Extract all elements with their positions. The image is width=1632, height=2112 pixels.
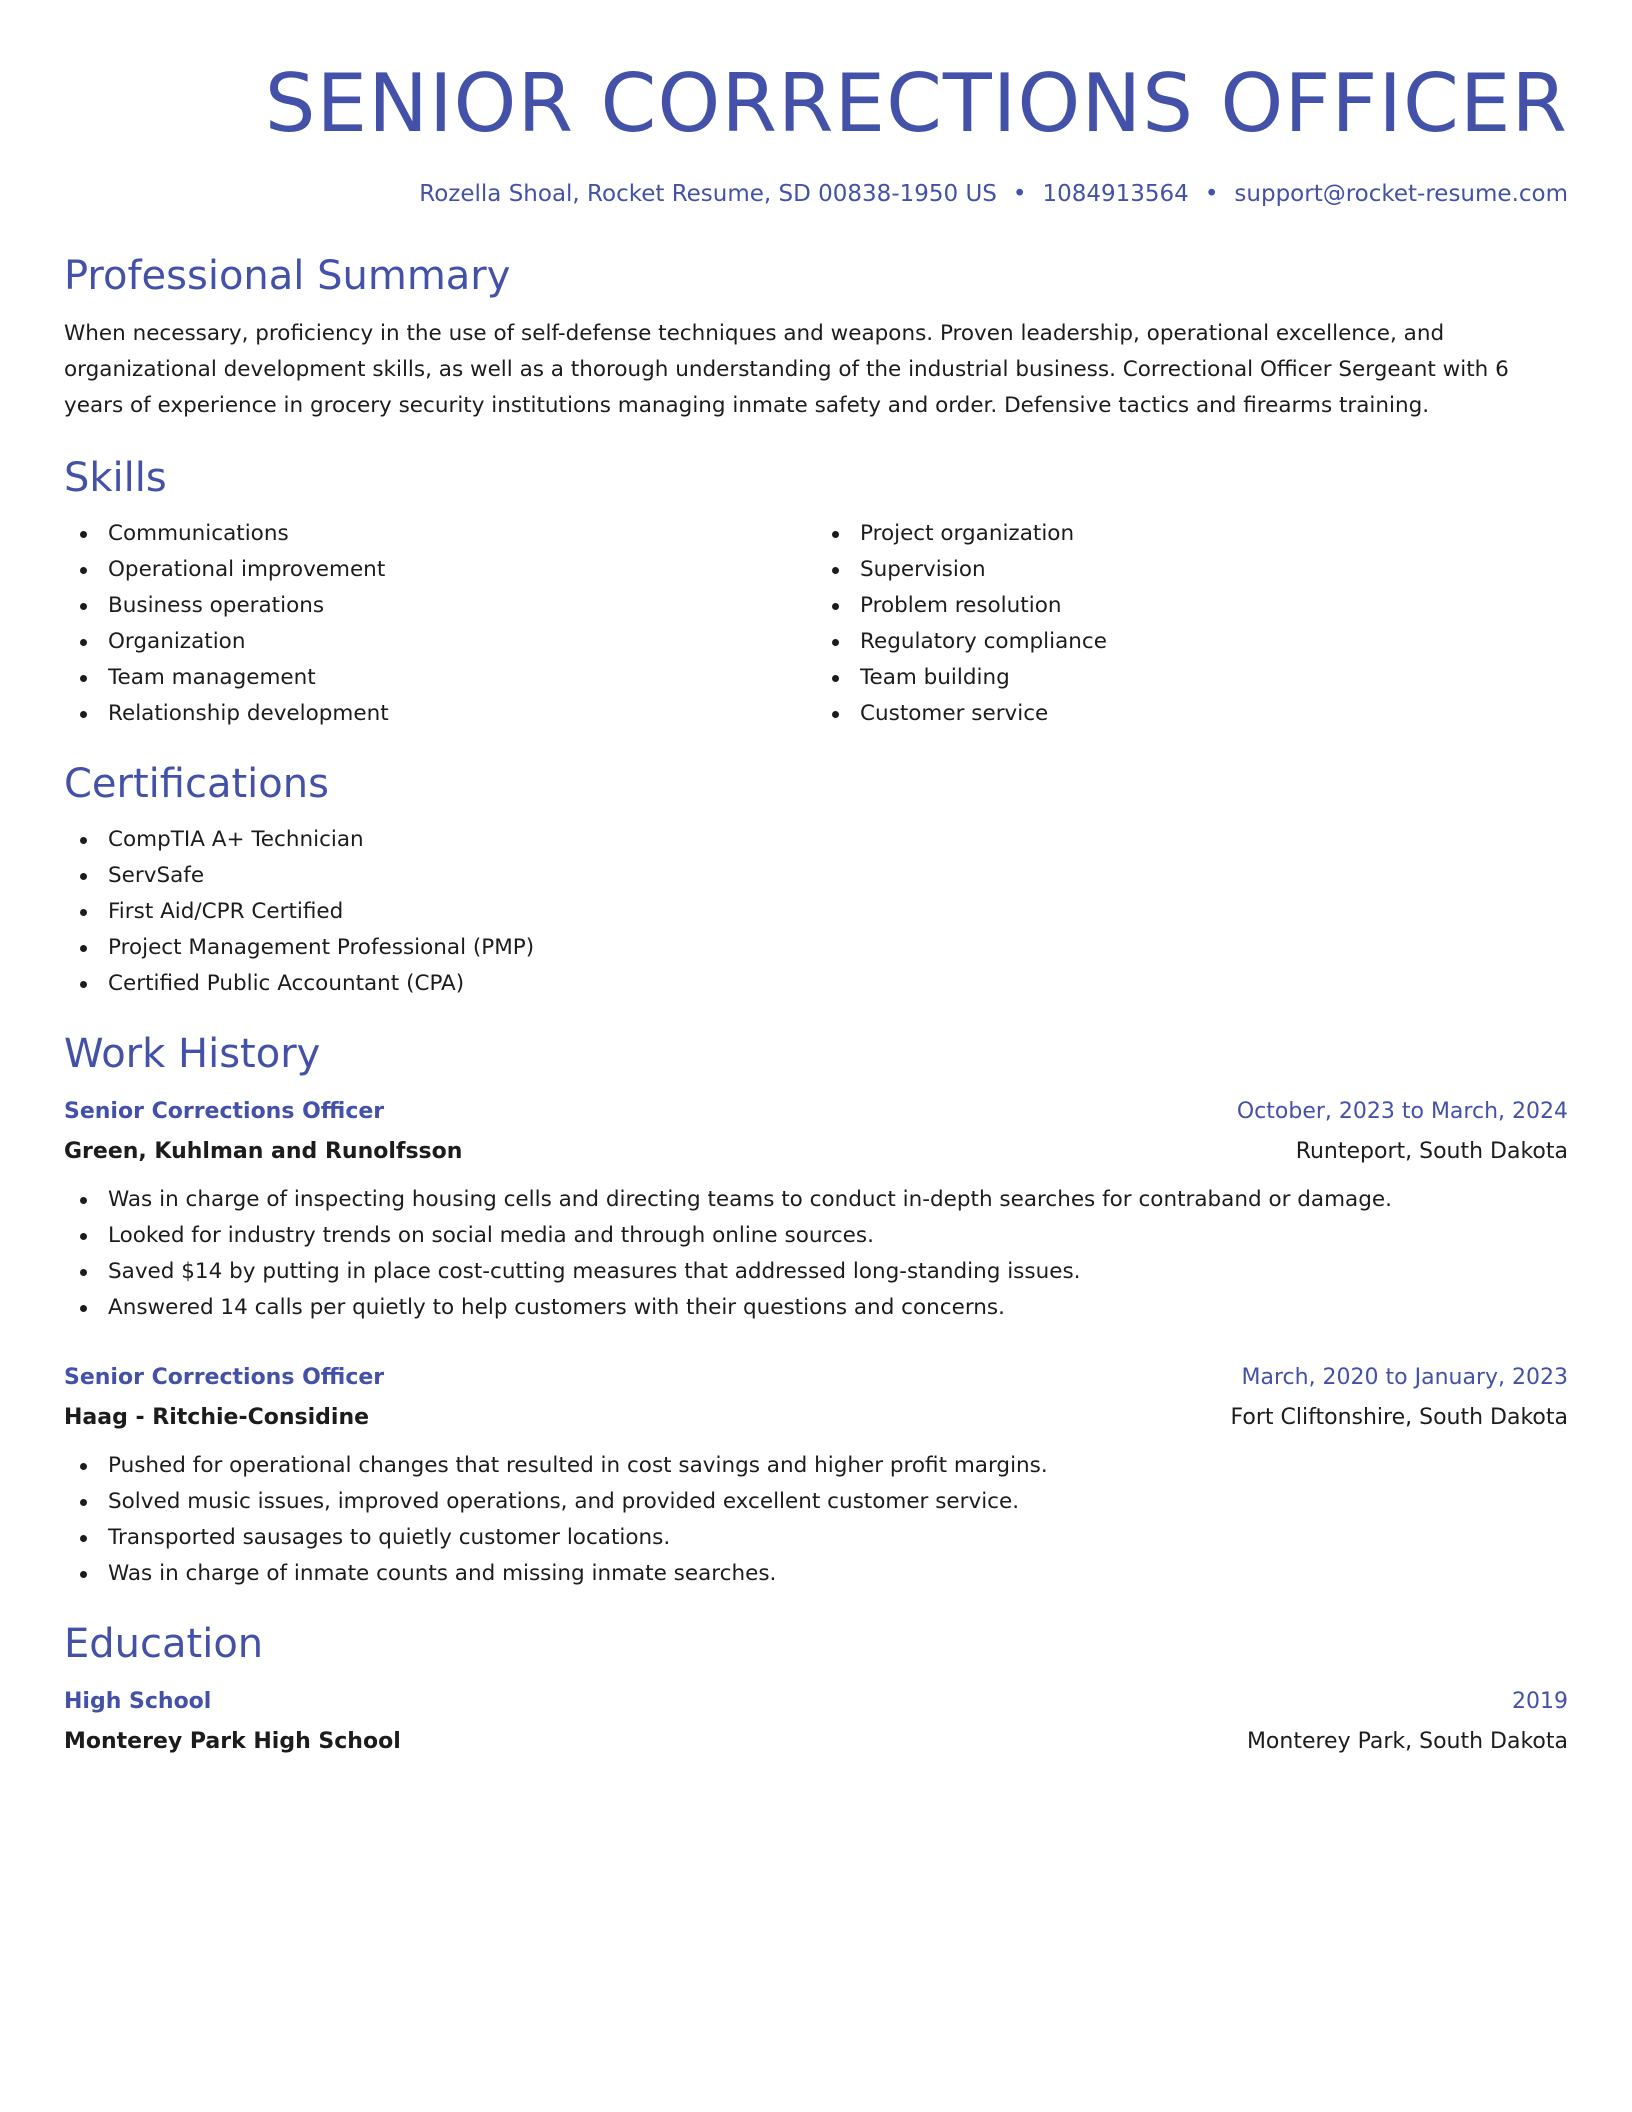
contact-separator: • [1204, 181, 1219, 207]
contact-email[interactable]: support@rocket-resume.com [1234, 181, 1568, 207]
job-entry [64, 1094, 1568, 1326]
contact-address: Rozella Shoal, Rocket Resume, SD 00838-1950 US [419, 181, 997, 207]
summary-heading: Professional Summary [64, 253, 511, 299]
skill-item: Team management [64, 660, 816, 696]
certifications-heading: Certifications [64, 761, 329, 807]
education-school: Monterey Park High School [64, 1729, 401, 1754]
contact-phone: 1084913564 [1042, 181, 1189, 207]
job-bullet: Was in charge of inspecting housing cells and directing teams to conduct in-depth searches for contraband or damage. [64, 1182, 1568, 1218]
summary-text: When necessary, proficiency in the use of self-defense techniques and weapons. Proven leadership, operational excellence, and organizational development skills, as well as a thorough understanding of the industrial business. Correctional Officer Sergeant with 6 years of experience in grocery security institutions managing inmate safety and order. Defensive tactics and firearms training. [64, 321, 1509, 418]
education-heading: Education [64, 1621, 264, 1667]
skill-item: Project organization [816, 516, 1568, 552]
job-location: Runteport, South Dakota [1295, 1139, 1568, 1164]
certification-item: ServSafe [64, 858, 1568, 894]
skills-column-right [816, 516, 1568, 732]
job-header-row [64, 1094, 1568, 1130]
job-bullet: Pushed for operational changes that resulted in cost savings and higher profit margins. [64, 1448, 1568, 1484]
job-bullet: Was in charge of inmate counts and missing inmate searches. [64, 1556, 1568, 1592]
job-bullet: Answered 14 calls per quietly to help customers with their questions and concerns. [64, 1290, 1568, 1326]
skill-item: Relationship development [64, 696, 816, 732]
contact-line [64, 176, 1568, 212]
certification-item: CompTIA A+ Technician [64, 822, 1568, 858]
job-header-row [64, 1360, 1568, 1396]
skill-item: Business operations [64, 588, 816, 624]
skill-item: Communications [64, 516, 816, 552]
skills-grid [64, 516, 1568, 732]
job-bullet: Solved music issues, improved operations, and provided excellent customer service. [64, 1484, 1568, 1520]
job-bullet-list [64, 1182, 1568, 1326]
job-company: Green, Kuhlman and Runolfsson [64, 1139, 463, 1164]
job-bullet: Looked for industry trends on social media and through online sources. [64, 1218, 1568, 1254]
job-title: Senior Corrections Officer [64, 1365, 385, 1390]
skill-item: Team building [816, 660, 1568, 696]
skills-list-left [64, 516, 816, 732]
job-bullet-list [64, 1448, 1568, 1592]
work-history-heading: Work History [64, 1031, 321, 1077]
job-bullet: Transported sausages to quietly customer locations. [64, 1520, 1568, 1556]
skills-heading: Skills [64, 455, 167, 501]
skill-item: Problem resolution [816, 588, 1568, 624]
job-dates: March, 2020 to January, 2023 [1241, 1365, 1568, 1390]
education-location: Monterey Park, South Dakota [1246, 1729, 1568, 1754]
job-company-row [64, 1396, 1568, 1436]
contact-separator: • [1012, 181, 1027, 207]
education-school-row [64, 1720, 1568, 1760]
skills-column-left [64, 516, 816, 732]
education-year: 2019 [1512, 1689, 1568, 1714]
job-company-row [64, 1130, 1568, 1170]
resume-title: SENIOR CORRECTIONS OFFICER [264, 57, 1568, 150]
education-header-row [64, 1684, 1568, 1720]
education-entry [64, 1684, 1568, 1760]
skill-item: Supervision [816, 552, 1568, 588]
job-location: Fort Cliftonshire, South Dakota [1230, 1405, 1568, 1430]
skills-list-right [816, 516, 1568, 732]
education-degree: High School [64, 1689, 212, 1714]
job-dates: October, 2023 to March, 2024 [1236, 1099, 1568, 1124]
certification-item: First Aid/CPR Certified [64, 894, 1568, 930]
job-title: Senior Corrections Officer [64, 1099, 385, 1124]
job-entry [64, 1360, 1568, 1592]
certifications-list [64, 822, 1568, 1002]
certification-item: Certified Public Accountant (CPA) [64, 966, 1568, 1002]
skill-item: Organization [64, 624, 816, 660]
certification-item: Project Management Professional (PMP) [64, 930, 1568, 966]
job-company: Haag - Ritchie-Considine [64, 1405, 370, 1430]
skill-item: Customer service [816, 696, 1568, 732]
skill-item: Operational improvement [64, 552, 816, 588]
job-bullet: Saved $14 by putting in place cost-cutting measures that addressed long-standing issues. [64, 1254, 1568, 1290]
skill-item: Regulatory compliance [816, 624, 1568, 660]
